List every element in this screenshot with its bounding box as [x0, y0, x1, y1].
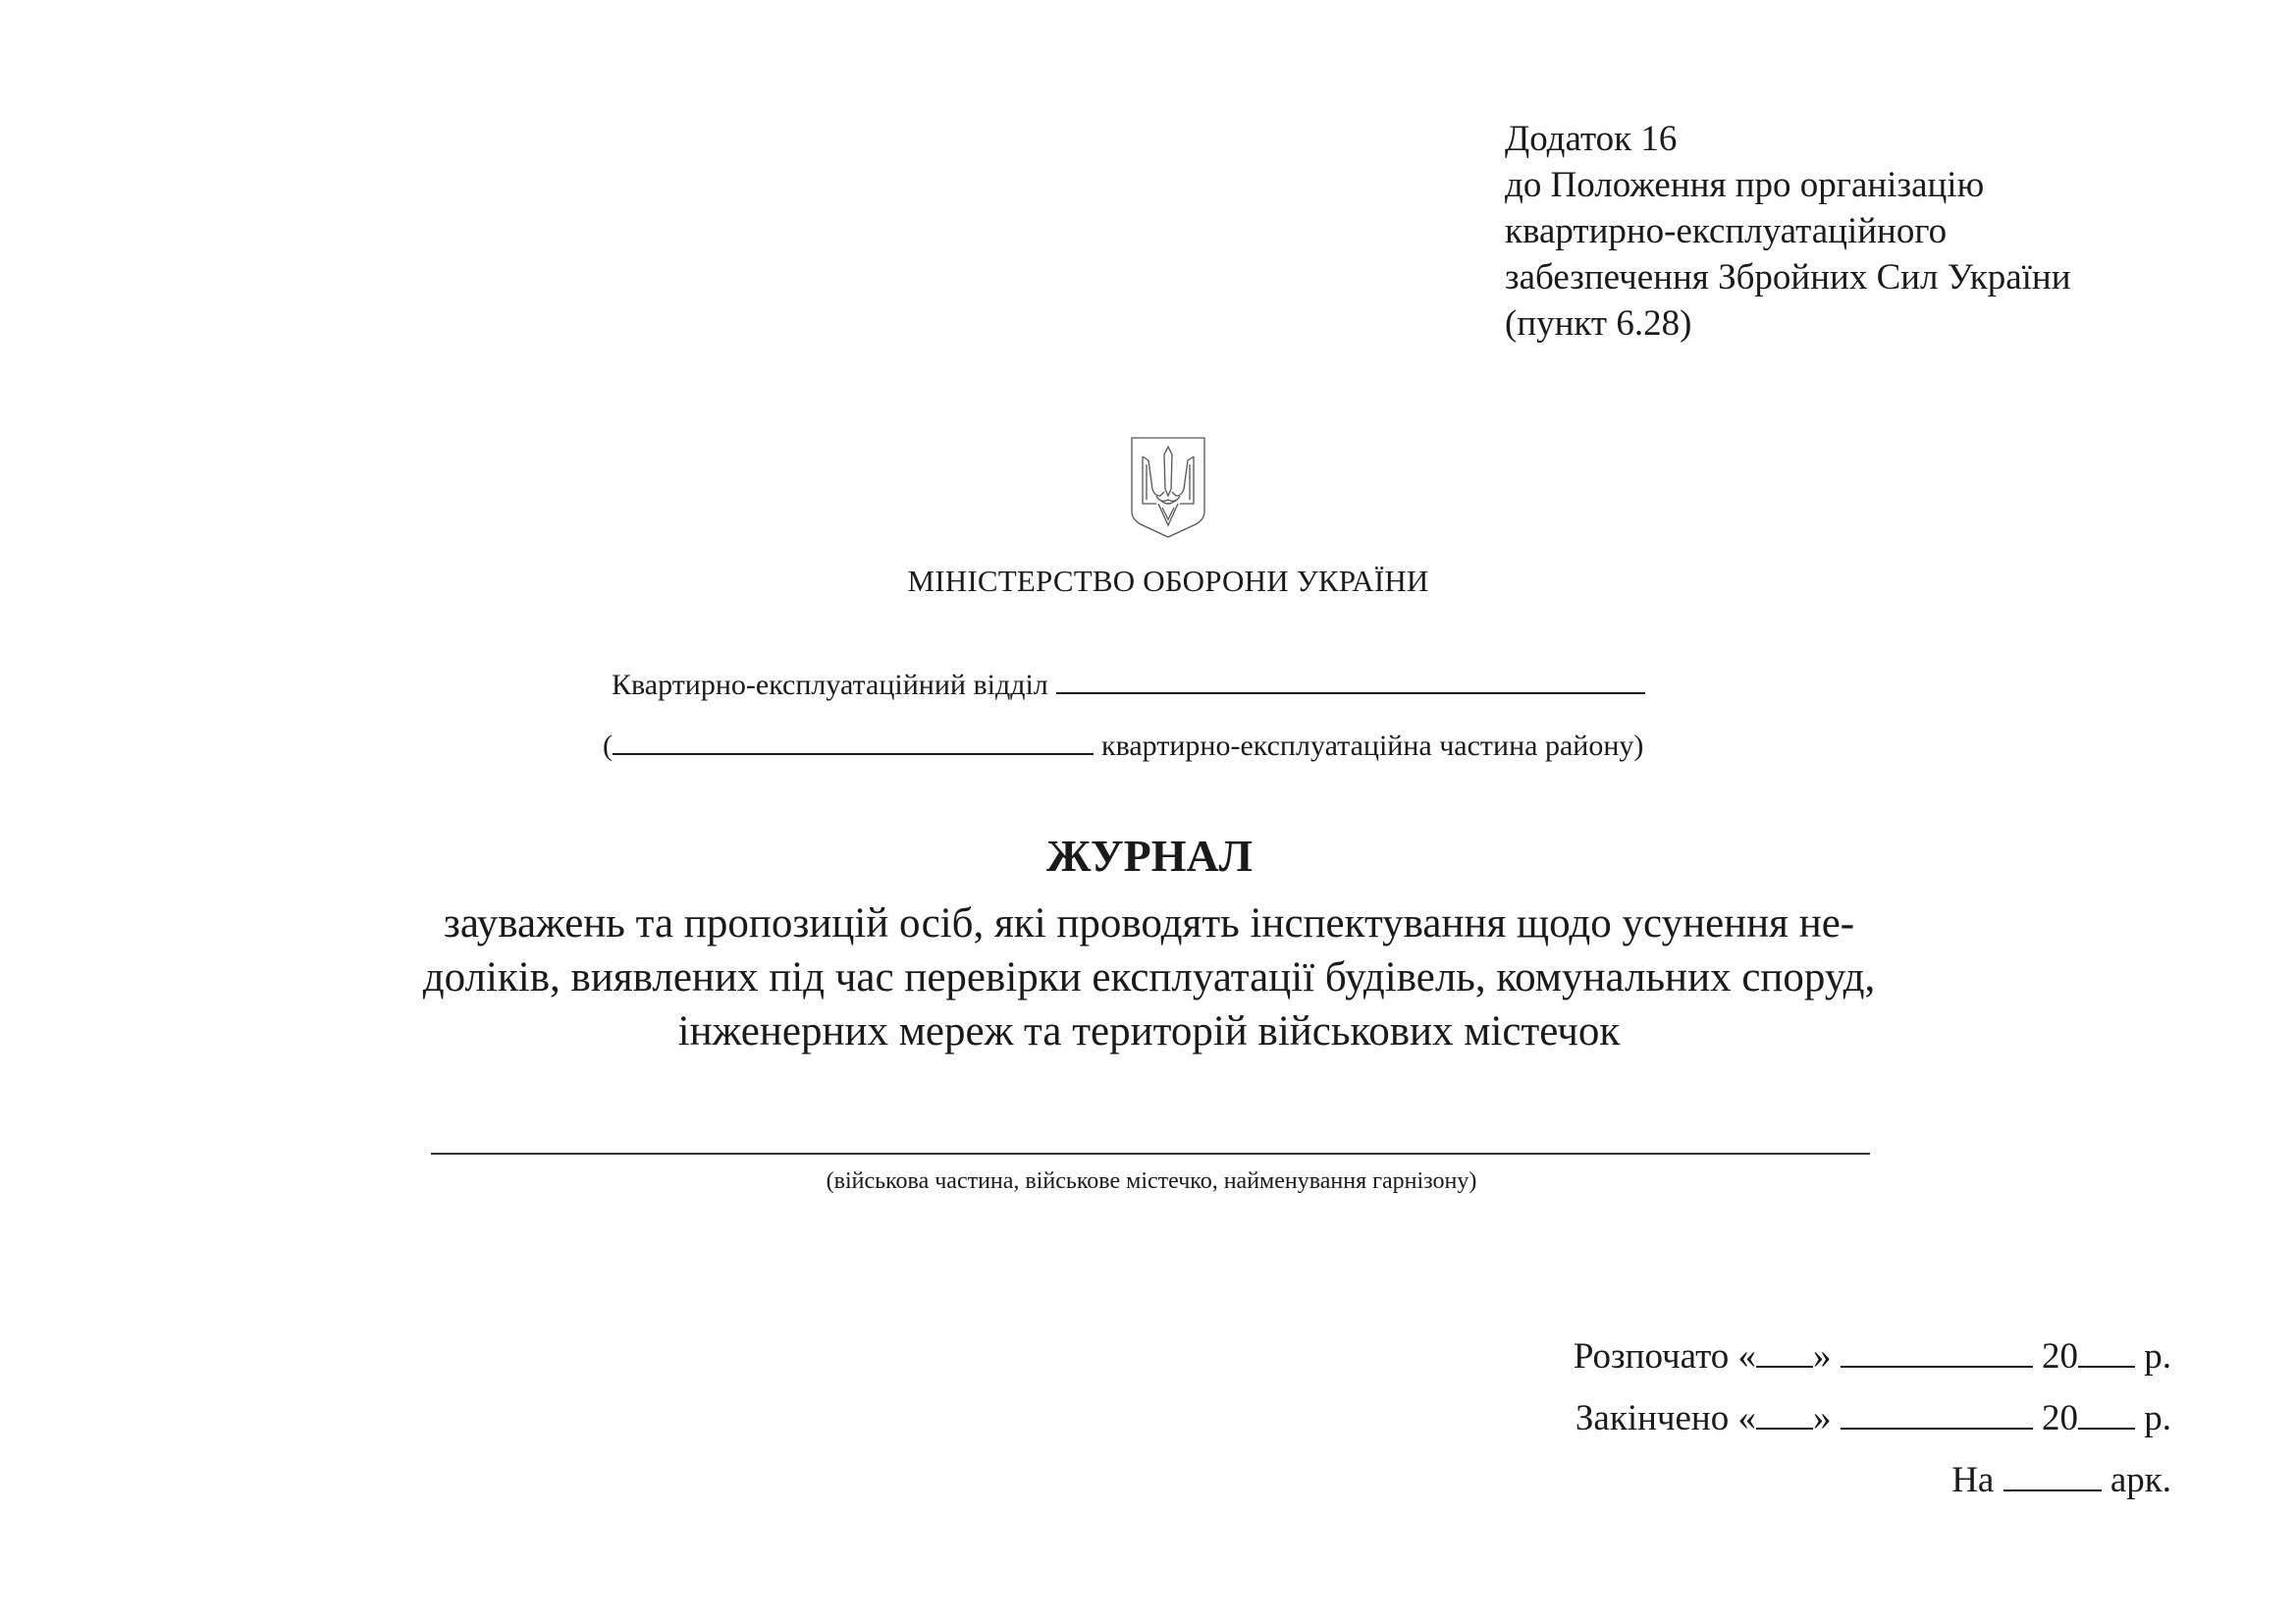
military-unit-caption: (військова частина, військове містечко, найменування гарнізону)	[826, 1168, 1477, 1194]
finished-label: Закінчено	[1575, 1398, 1730, 1438]
sheets-suffix: арк.	[2109, 1460, 2171, 1500]
annex-clause: (пункт 6.28)	[1505, 303, 1692, 344]
started-year-input[interactable]	[2078, 1340, 2135, 1368]
district-unit-input[interactable]	[613, 731, 1094, 755]
district-unit-label: квартирно-експлуатаційна частина району)	[1101, 730, 1644, 762]
annex-line: до Положення про організацію	[1505, 165, 1985, 205]
finished-year-suffix: р.	[2144, 1398, 2171, 1438]
dates-block	[1574, 1326, 2171, 1511]
finished-day-input[interactable]	[1756, 1402, 1813, 1430]
department-line	[612, 668, 1645, 703]
subtitle-line: доліків, виявлених під час перевірки експлуатації будівель, комунальних споруд,	[422, 954, 1876, 1001]
started-label: Розпочато	[1573, 1336, 1730, 1377]
annex-reference	[1505, 116, 2071, 347]
started-day-input[interactable]	[1756, 1340, 1813, 1368]
journal-title: ЖУРНАЛ	[1046, 831, 1253, 881]
finished-year-input[interactable]	[2078, 1402, 2135, 1430]
finished-century: 20	[2042, 1398, 2078, 1438]
department-label: Квартирно-експлуатаційний відділ	[612, 669, 1048, 701]
district-unit-line	[603, 729, 1643, 764]
started-month-input[interactable]	[1841, 1340, 2033, 1368]
annex-line: забезпечення Збройних Сил України	[1505, 257, 2071, 298]
sheets-prefix: На	[1951, 1460, 1995, 1500]
military-unit-input[interactable]	[431, 1153, 1870, 1155]
journal-subtitle	[294, 896, 2003, 1058]
sheets-row	[1574, 1449, 2171, 1511]
started-row	[1574, 1326, 2171, 1387]
started-century: 20	[2042, 1336, 2078, 1377]
open-quote: «	[1737, 1336, 1756, 1377]
close-quote: »	[1813, 1336, 1832, 1377]
subtitle-line: інженерних мереж та територій військових містечок	[677, 1008, 1621, 1055]
finished-month-input[interactable]	[1841, 1402, 2033, 1430]
annex-line: квартирно-експлуатаційного	[1505, 211, 1948, 251]
ministry-name: МІНІСТЕРСТВО ОБОРОНИ УКРАЇНИ	[907, 564, 1429, 598]
department-input[interactable]	[1056, 671, 1645, 694]
close-quote: »	[1813, 1398, 1832, 1438]
annex-number: Додаток 16	[1505, 119, 1678, 159]
started-year-suffix: р.	[2144, 1336, 2171, 1377]
coat-of-arms-of-ukraine-icon	[1129, 435, 1207, 540]
open-paren: (	[603, 730, 613, 762]
subtitle-line: зауважень та пропозицій осіб, які проводять інспектування щодо усунення не-	[443, 900, 1855, 947]
sheets-count-input[interactable]	[2003, 1464, 2102, 1491]
open-quote: «	[1737, 1398, 1756, 1438]
finished-row	[1574, 1387, 2171, 1449]
